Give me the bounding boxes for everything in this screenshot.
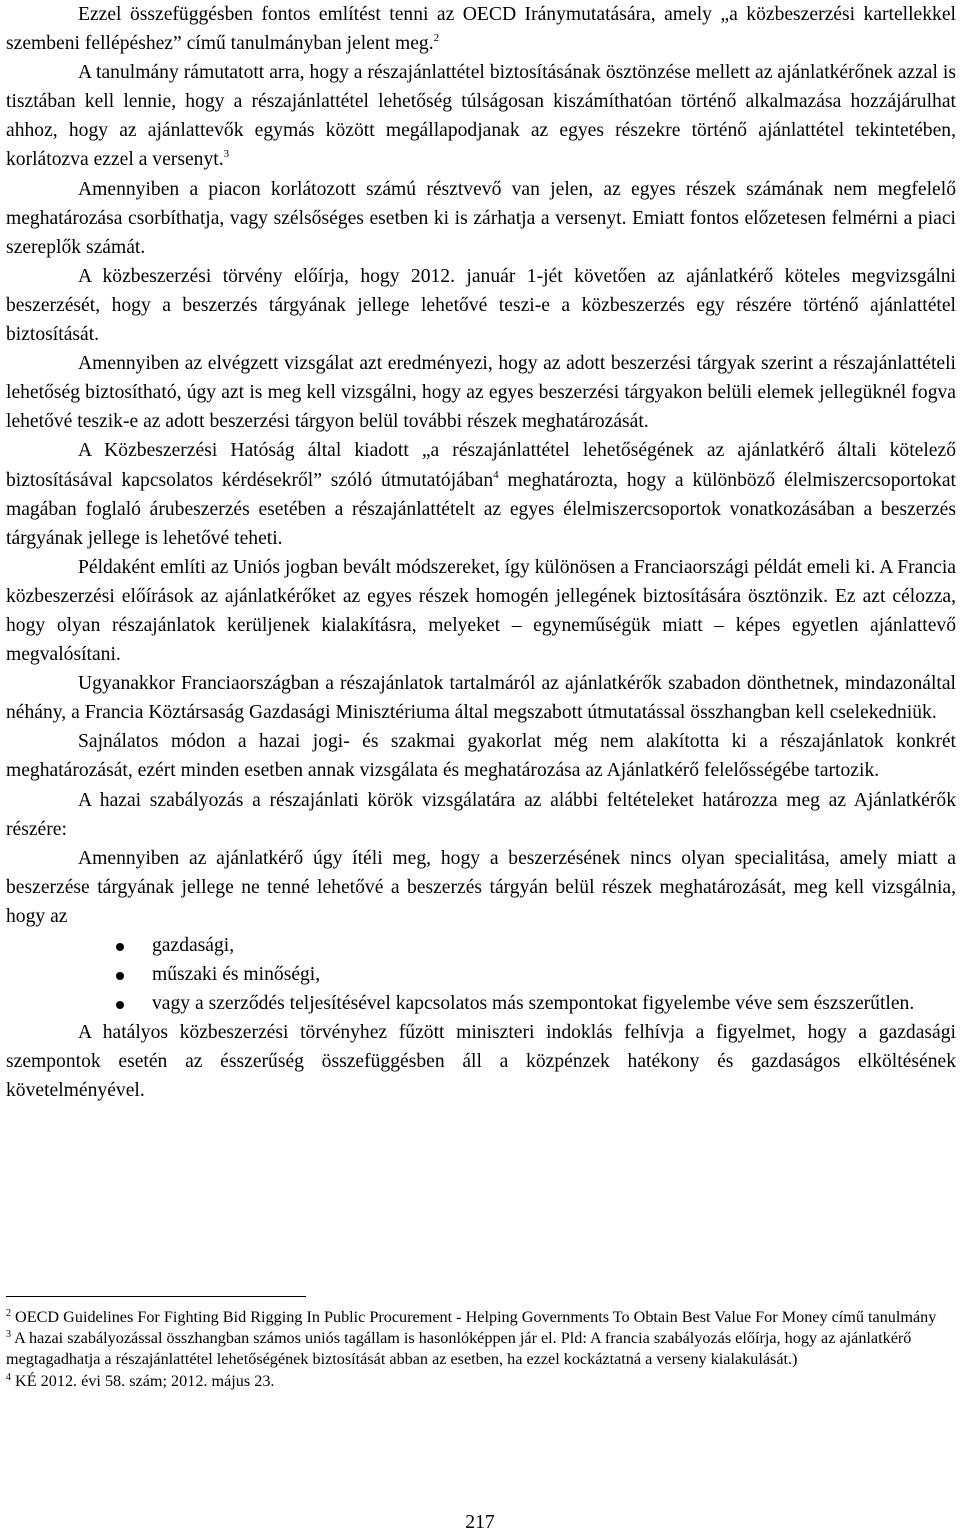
paragraph-text: Ugyanakkor Franciaországban a részajánlatok tartalmáról az ajánlatkérők szabadon dönthetnek, mindazonáltal néhány, a Francia Köztársaság Gazdasági Minisztériuma által megszabott útmutatással összhangban kell cselekedniük.: [6, 673, 956, 724]
list-item: [152, 931, 956, 960]
paragraph-market: [6, 175, 956, 262]
page-number: 217: [465, 1512, 495, 1533]
document-page: [6, 0, 956, 1390]
paragraph-example: [6, 553, 956, 669]
paragraph-text: A Közbeszerzési Hatóság által kiadott „a részajánlattétel lehetőségének az ajánlatkérő általi kötelező biztosításával kapcsolatos kérdésekről” szóló útmutatójában: [6, 440, 956, 491]
footnote-text: A hazai szabályozással összhangban számos uniós tagállam is hasonlóképpen jár el. Pld: A francia szabályozás előírja, hogy az ajánlatkérő megtagadhatja a részajánlattétel lehetőségének biztosítását abban az esetben, ha ezzel kockáztatná a verseny kialakulását.): [6, 1329, 912, 1369]
paragraph-text: A közbeszerzési törvény előírja, hogy 2012. január 1-jét követően az ajánlatkérő köteles megvizsgálni beszerzését, hogy a beszerzés tárgyának jellege lehetővé teszi-e a közbeszerzés egy részére történő ajánlattétel biztosítását.: [6, 265, 956, 346]
footnote-ref-3[interactable]: 3: [223, 148, 230, 161]
footnote-number: 4: [6, 1371, 11, 1383]
paragraph-domestic: [6, 786, 956, 844]
paragraph-oecd: [6, 0, 956, 58]
list-item: [152, 960, 956, 989]
paragraph-conditions: [6, 844, 956, 931]
paragraph-text-after: meghatározta, hogy a különböző élelmiszercsoportokat magában foglaló árubeszerzés esetében a részajánlattételt az egyes élelmiszercsoportok vonatkozásában a beszerzés tárgyának jellege is lehetővé teheti.: [6, 469, 956, 549]
list-item-text: gazdasági,: [152, 935, 235, 956]
bullet-icon: [116, 1001, 124, 1009]
paragraph-text: A tanulmány rámutatott arra, hogy a részajánlattétel biztosításának ösztönzése mellett az ajánlatkérőnek azzal is tisztában kell lennie, hogy a részajánlattétel lehetőség túlságosan kiszámíthatóan történő alkalmazása hozzájárulhat ahhoz, hogy az ajánlattevők egymás között megállapodjanak az egyes részekre történő ajánlattétel tekintetében, korlátozva ezzel a versenyt.: [6, 62, 956, 171]
bullet-icon: [116, 943, 124, 951]
paragraph-text: Példaként említi az Uniós jogban bevált módszereket, így különösen a Franciaországi példát emeli ki. A Francia közbeszerzési előírások az ajánlatkérőket az egyes részek homogén jellegének biztosítására ösztönzik. Ez azt célozza, hogy olyan részajánlatok kerüljenek kialakításra, melyeket – egyneműségük miatt – képes egyetlen ajánlattevő megvalósítani.: [6, 556, 956, 666]
footnote-number: 3: [6, 1329, 11, 1341]
bullet-icon: [116, 972, 124, 980]
paragraph-text: Ezzel összefüggésben fontos említést tenni az OECD Iránymutatására, amely „a közbeszerzési kartellekkel szembeni fellépéshez” című tanulmányban jelent meg.: [6, 4, 956, 55]
paragraph-text: A hatályos közbeszerzési törvényhez fűzött miniszteri indoklás felhívja a figyelmet, hogy a gazdasági szempontok esetén az ésszerűség összefüggésben áll a közpénzek hatékony és gazdaságos elköltésének követelményével.: [6, 1022, 956, 1102]
list-item-text: műszaki és minőségi,: [152, 964, 321, 986]
footnote-text: OECD Guidelines For Fighting Bid Rigging In Public Procurement - Helping Governments To Obtain Best Value For Money című tanulmány: [15, 1308, 937, 1326]
paragraph-text: A hazai szabályozás a részajánlati körök vizsgálatára az alábbi feltételeket határozza meg az Ajánlatkérők részére:: [6, 789, 956, 840]
paragraph-text: Amennyiben az elvégzett vizsgálat azt eredményezi, hogy az adott beszerzési tárgyak szerint a részajánlattételi lehetőség biztosítható, úgy azt is meg kell vizsgálni, hogy az egyes beszerzési tárgyakon belüli elemek jellegüknél fogva lehetővé teszik-e az adott beszerzési tárgyon belül további részek meghatározását.: [6, 353, 956, 433]
paragraph-law: [6, 262, 956, 349]
footnote-text: KÉ 2012. évi 58. szám; 2012. május 23.: [15, 1371, 275, 1390]
paragraph-text: Amennyiben az ajánlatkérő úgy ítéli meg, hogy a beszerzésének nincs olyan specialitása, amely miatt a beszerzése tárgyának jellege ne tenné lehetővé a beszerzés tárgyán belül részek meghatározását, meg kell vizsgálnia, hogy az: [6, 847, 956, 927]
list-item: [152, 989, 956, 1018]
paragraph-practice: [6, 727, 956, 785]
paragraph-authority: [6, 436, 956, 552]
paragraph-france: [6, 669, 956, 727]
footnote-3: [6, 1328, 956, 1370]
paragraph-examination: [6, 349, 956, 436]
footnote-ref-2[interactable]: 2: [433, 32, 440, 45]
list-item-text: vagy a szerződés teljesítésével kapcsolatos más szempontokat figyelembe véve sem észszerűtlen.: [152, 993, 915, 1015]
footnote-ref-4[interactable]: 4: [493, 468, 499, 481]
body-text: [6, 0, 956, 1106]
footnote-number: 2: [6, 1308, 11, 1319]
footnotes: [6, 1296, 956, 1392]
paragraph-closing: [6, 1018, 956, 1105]
paragraph-text: Sajnálatos módon a hazai jogi- és szakmai gyakorlat még nem alakította ki a részajánlatok konkrét meghatározását, ezért minden esetben annak vizsgálata és meghatározása az Ajánlatkérő felelősségébe tartozik.: [6, 731, 956, 782]
paragraph-study: [6, 58, 956, 174]
criteria-list: [6, 931, 956, 1018]
footnote-4: [6, 1371, 956, 1392]
paragraph-text: Amennyiben a piacon korlátozott számú résztvevő van jelen, az egyes részek számának nem megfelelő meghatározása csorbíthatja, vagy szélsőséges esetben ki is zárhatja a versenyt. Emiatt fontos előzetesen felmérni a piaci szereplők számát.: [6, 178, 956, 258]
footnote-2: [6, 1307, 956, 1328]
footnote-divider: [6, 1296, 306, 1297]
